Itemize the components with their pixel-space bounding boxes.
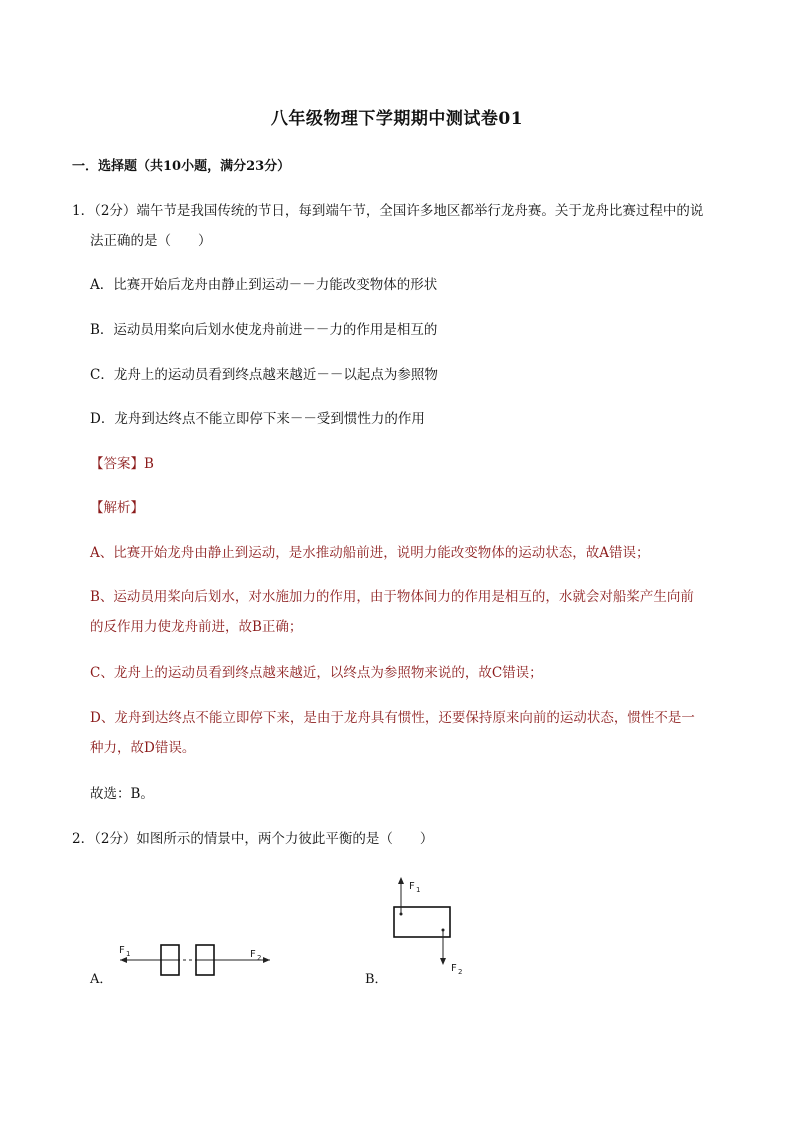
figure-a-arrow-right bbox=[263, 957, 270, 963]
figure-b-f1-label: F bbox=[409, 881, 415, 892]
figure-a-f2-sub: 2 bbox=[257, 954, 262, 962]
figure-b-f1-sub: 1 bbox=[416, 886, 421, 894]
figure-b-diagram bbox=[385, 872, 485, 982]
q1-option-c: C．龙舟上的运动员看到终点越来越近－－以起点为参照物 bbox=[90, 367, 438, 383]
figure-a-diagram bbox=[110, 932, 280, 982]
q1-conclusion: 故选：B。 bbox=[90, 786, 154, 802]
q1-analysis-label: 【解析】 bbox=[90, 500, 144, 516]
figure-b-label: B． bbox=[365, 972, 388, 987]
q1-stem-line1: 1．（2分）端午节是我国传统的节日，每到端午节，全国许多地区都举行龙舟赛。关于龙舟比赛过程中的说 bbox=[72, 203, 704, 219]
page-title: 八年级物理下学期期中测试卷01 bbox=[270, 109, 524, 129]
figure-b-f2-label: F bbox=[451, 963, 457, 974]
q1-answer: 【答案】B bbox=[90, 456, 154, 472]
q1-analysis-d2: 种力，故D错误。 bbox=[90, 740, 196, 756]
q1-analysis-b2: 的反作用力使龙舟前进，故B正确； bbox=[90, 619, 303, 635]
q1-option-b: B．运动员用桨向后划水使龙舟前进－－力的作用是相互的 bbox=[90, 322, 438, 338]
figure-b-f2-sub: 2 bbox=[458, 968, 463, 976]
q1-option-a: A．比赛开始后龙舟由静止到运动－－力能改变物体的形状 bbox=[90, 277, 438, 293]
figure-a-label: A． bbox=[90, 972, 113, 987]
figure-a-f2-label: F bbox=[250, 949, 256, 960]
section-heading: 一．选择题（共10小题，满分23分） bbox=[72, 159, 291, 174]
q1-analysis-d1: D、龙舟到达终点不能立即停下来，是由于龙舟具有惯性，还要保持原来向前的运动状态，惯性不是一 bbox=[90, 710, 695, 726]
figure-a-f1-sub: 1 bbox=[126, 950, 131, 958]
q1-analysis-a: A、比赛开始龙舟由静止到运动，是水推动船前进，说明力能改变物体的运动状态，故A错误； bbox=[90, 545, 650, 561]
figure-b-block bbox=[394, 907, 450, 937]
q2-stem: 2．（2分）如图所示的情景中，两个力彼此平衡的是（ ） bbox=[72, 831, 434, 847]
q1-analysis-b1: B、运动员用桨向后划水，对水施加力的作用，由于物体间力的作用是相互的，水就会对船桨产生向前 bbox=[90, 589, 694, 605]
figure-a-f1-label: F bbox=[119, 945, 125, 956]
q1-stem-line2: 法正确的是（ ） bbox=[90, 233, 212, 249]
figure-b-f1-arrow bbox=[398, 877, 404, 884]
q1-analysis-c: C、龙舟上的运动员看到终点越来越近，以终点为参照物来说的，故C错误； bbox=[90, 665, 543, 681]
figure-b-f2-arrow bbox=[440, 958, 446, 965]
q1-option-d: D．龙舟到达终点不能立即停下来－－受到惯性力的作用 bbox=[90, 411, 425, 427]
